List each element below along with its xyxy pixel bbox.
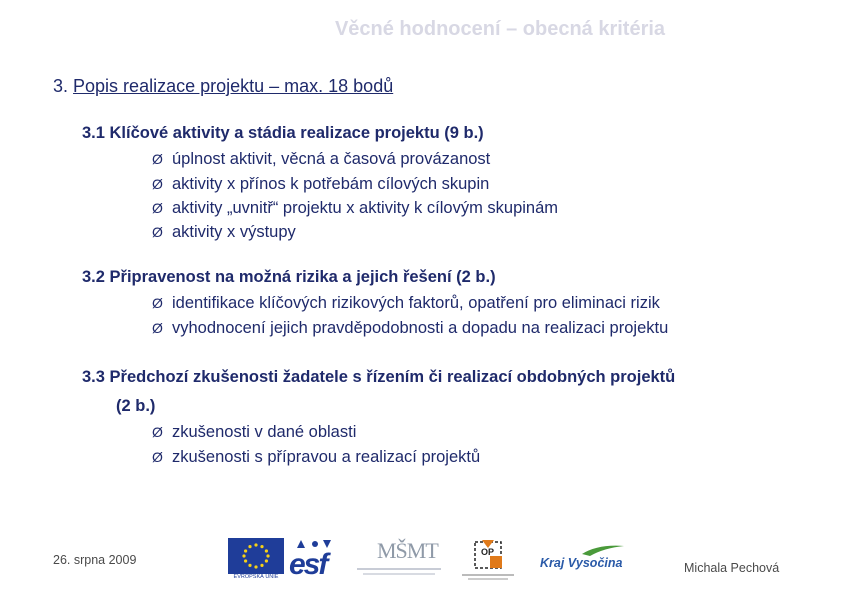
bullet-arrow-icon: Ø: [152, 224, 163, 240]
section-heading-text: Popis realizace projektu – max. 18 bodů: [73, 76, 394, 96]
msmt-logo-text: MŠMT: [377, 538, 438, 563]
list-item: Ø zkušenosti s přípravou a realizací projektů: [152, 448, 481, 466]
bullet-arrow-icon: Ø: [152, 200, 163, 216]
esf-logo: [287, 538, 337, 582]
kraj-logo-text: Kraj Vysočina: [540, 556, 623, 570]
bullet-arrow-icon: Ø: [152, 320, 163, 336]
msmt-logo: [357, 538, 441, 582]
section-heading: [53, 76, 393, 97]
footer-date: 26. srpna 2009: [53, 553, 137, 567]
eu-flag-logo: [228, 538, 284, 582]
bullet-arrow-icon: Ø: [152, 424, 163, 440]
bullet-arrow-icon: Ø: [152, 176, 163, 192]
esf-logo-text: esf: [289, 548, 327, 581]
op-logo-text: OP: [481, 547, 495, 557]
subsection-heading-3-3: 3.3 Předchozí zkušenosti žadatele s řízením či realizací obdobných projektů: [82, 368, 676, 386]
kraj-vysocina-logo: [538, 544, 626, 574]
bullet-arrow-icon: Ø: [152, 295, 163, 311]
list-item: Ø úplnost aktivit, věcná a časová provázanost: [152, 150, 491, 168]
list-item: Ø vyhodnocení jejich pravděpodobnosti a dopadu na realizaci projektu: [152, 319, 669, 337]
list-item: Ø aktivity „uvnitř“ projektu x aktivity k cílovým skupinám: [152, 199, 559, 217]
eu-logo-text: EVROPSKÁ UNIE: [233, 574, 279, 580]
subsection-heading-3-1: 3.1 Klíčové aktivity a stádia realizace projektu (9 b.): [82, 124, 484, 142]
op-logo: [460, 536, 516, 582]
subsection-heading-3-2: 3.2 Připravenost na možná rizika a jejich řešení (2 b.): [82, 268, 496, 286]
list-item: Ø aktivity x přínos k potřebám cílových skupin: [152, 175, 490, 193]
footer-author: Michala Pechová: [684, 561, 780, 575]
list-item: Ø zkušenosti v dané oblasti: [152, 423, 357, 441]
slide-title: Věcné hodnocení – obecná kritéria: [334, 18, 666, 40]
bullet-arrow-icon: Ø: [152, 151, 163, 167]
section-number: 3.: [53, 76, 69, 96]
bullet-arrow-icon: Ø: [152, 449, 163, 465]
list-item: Ø aktivity x výstupy: [152, 223, 296, 241]
list-item: Ø identifikace klíčových rizikových faktorů, opatření pro eliminaci rizik: [152, 294, 660, 312]
subsection-heading-3-3-cont: (2 b.): [116, 397, 156, 415]
